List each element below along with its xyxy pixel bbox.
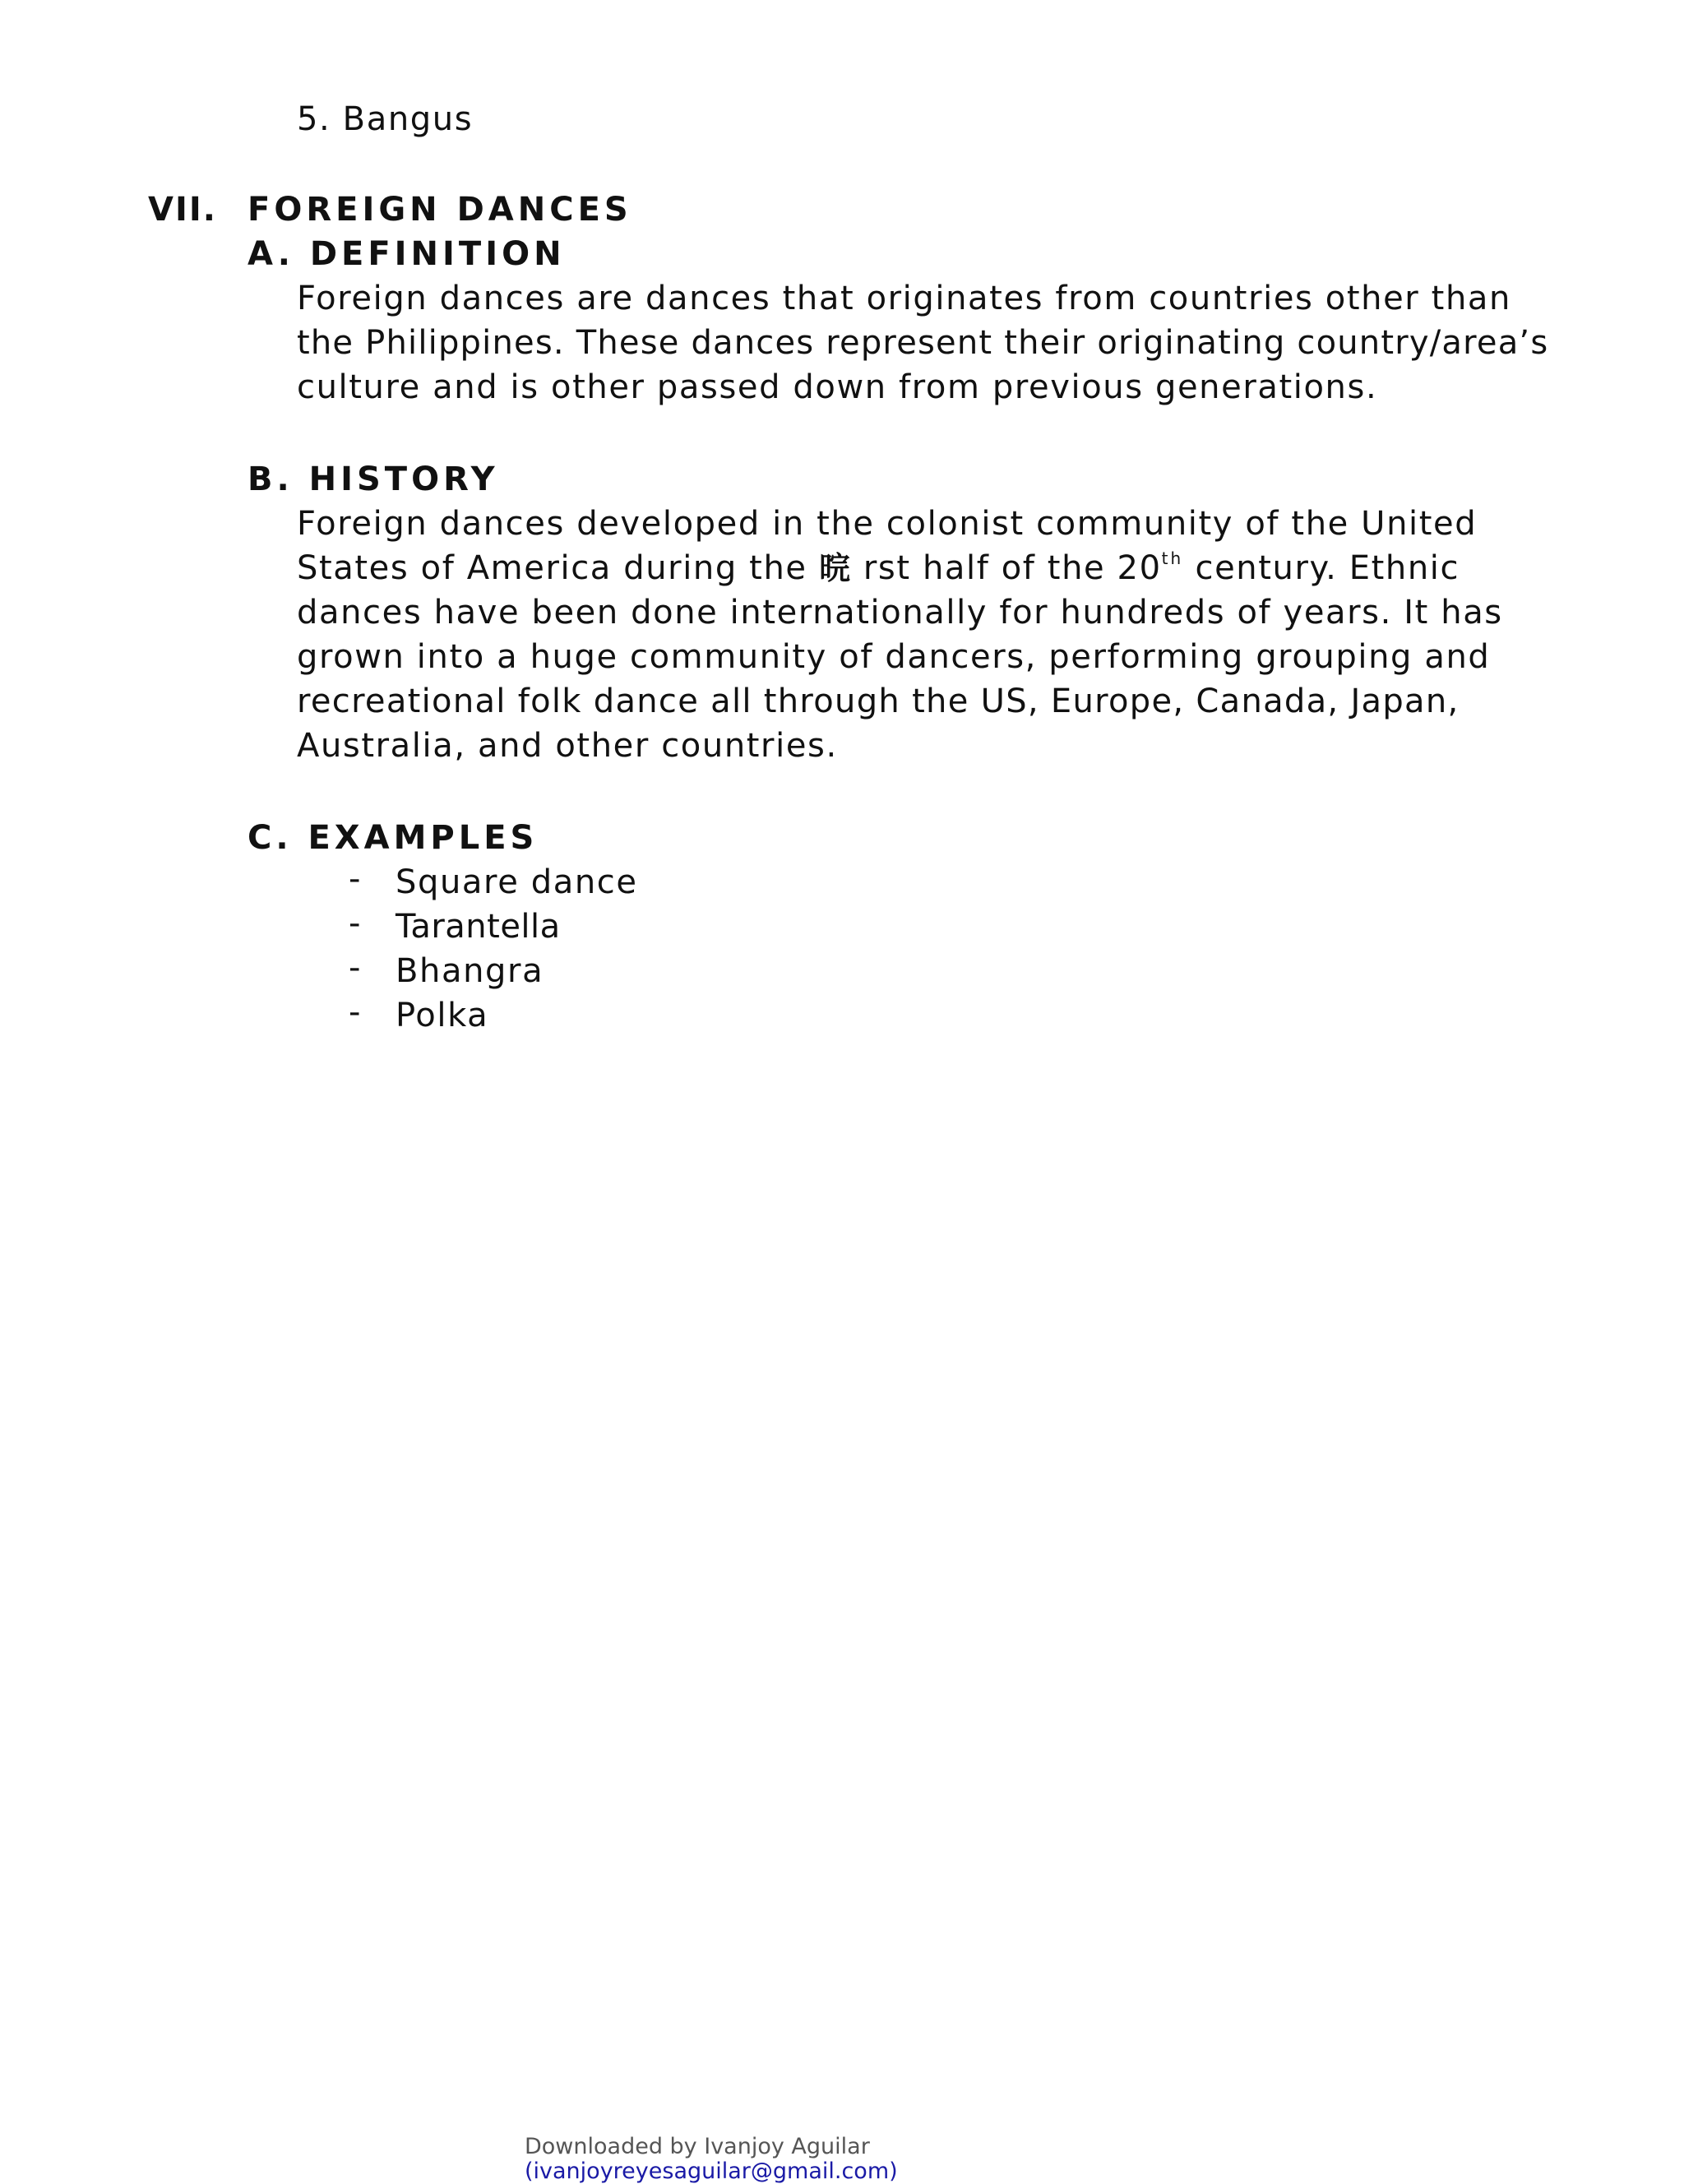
bullet-dash: -	[349, 905, 361, 942]
history-line-with-superscript	[297, 546, 1460, 590]
definition-line: the Philippines. These dances represent their originating country/area’s	[297, 324, 1549, 362]
example-item: Bhangra	[396, 952, 544, 990]
downloader-email-link[interactable]: (ivanjoyreyesaguilar@gmail.com)	[525, 2159, 898, 2184]
list-item-bangus: 5. Bangus	[297, 100, 474, 138]
history-line: Foreign dances developed in the colonist community of the United	[297, 505, 1478, 543]
bullet-dash: -	[349, 860, 361, 898]
bullet-dash: -	[349, 949, 361, 987]
history-text: century. Ethnic	[1183, 549, 1460, 587]
bullet-dash: -	[349, 993, 361, 1031]
example-item: Square dance	[396, 863, 638, 901]
examples-heading: C. EXAMPLES	[248, 819, 539, 857]
section-numeral: VII.	[148, 191, 217, 229]
history-line: recreational folk dance all through the US, Europe, Canada, Japan,	[297, 682, 1460, 720]
history-text: rst half of the 20	[851, 549, 1162, 587]
history-line: Australia, and other countries.	[297, 727, 838, 765]
history-line: grown into a huge community of dancers, performing grouping and	[297, 638, 1491, 676]
download-attribution: Downloaded by Ivanjoy Aguilar	[525, 2134, 870, 2159]
history-text: States of America during the	[297, 549, 819, 587]
history-line: dances have been done internationally for hundreds of years. It has	[297, 594, 1503, 632]
example-item: Polka	[396, 997, 489, 1034]
section-title: FOREIGN DANCES	[248, 191, 632, 229]
garbled-glyph: 晥	[818, 550, 852, 586]
history-heading: B. HISTORY	[248, 460, 499, 498]
definition-line: culture and is other passed down from previous generations.	[297, 368, 1378, 406]
ordinal-superscript: th	[1161, 548, 1184, 568]
example-item: Tarantella	[396, 908, 561, 946]
definition-line: Foreign dances are dances that originates from countries other than	[297, 280, 1511, 317]
definition-heading: A. DEFINITION	[248, 235, 566, 273]
